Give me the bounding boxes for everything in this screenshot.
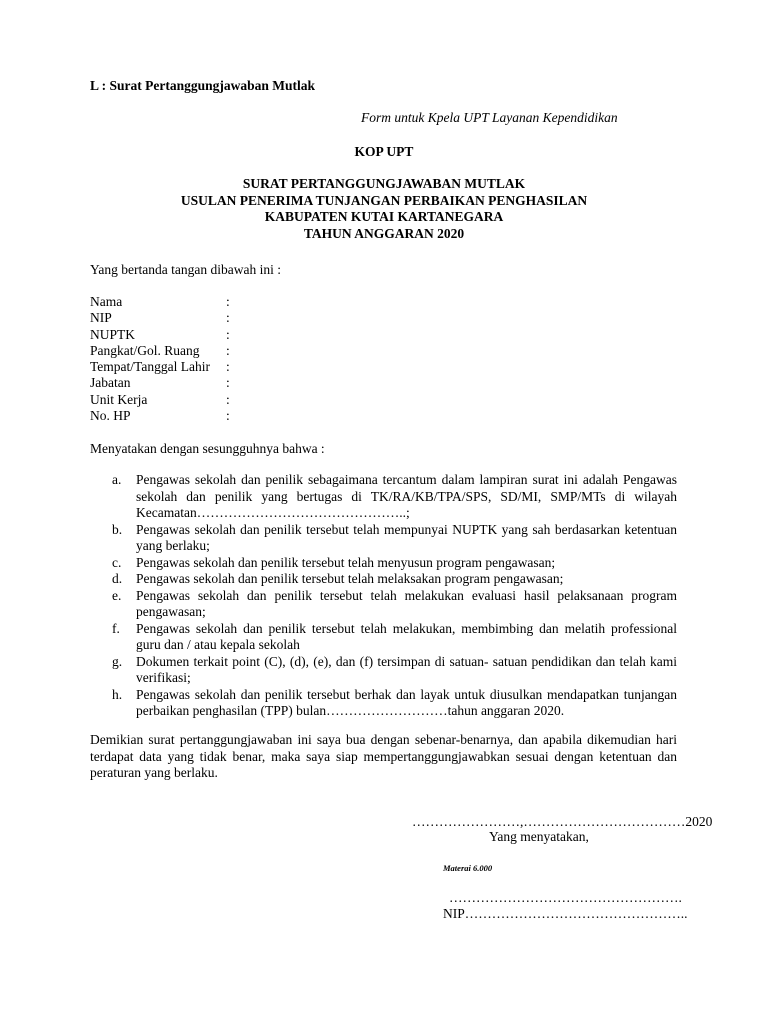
title-line-3: KABUPATEN KUTAI KARTANEGARA — [264, 209, 504, 224]
field-no-hp — [90, 408, 290, 424]
field-label: Tempat/Tanggal Lahir — [90, 359, 210, 375]
document-code: L : Surat Pertanggungjawaban Mutlak — [90, 78, 316, 93]
field-label: Jabatan — [90, 375, 131, 391]
title-line-1: SURAT PERTANGGUNGJAWABAN MUTLAK — [242, 176, 526, 191]
field-colon: : — [226, 375, 230, 391]
list-item — [90, 555, 677, 572]
field-colon: : — [226, 294, 230, 309]
item-text: Dokumen terkait point (C), (d), (e), dan (f) tersimpan di satuan- satuan pendidikan dan telah kami verifikasi; — [136, 653, 677, 685]
item-letter: e. — [112, 587, 122, 603]
document-title — [0, 176, 768, 242]
field-nip — [90, 310, 290, 326]
field-label: NUPTK — [90, 326, 136, 342]
list-item — [90, 621, 677, 654]
closing-paragraph: Demikian surat pertanggungjawaban ini saya bua dengan sebenar-benarnya, dan apabila dikemudian hari terdapat data yang tidak benar, maka saya siap mempertanggungjawabkan sesuai dengan ketentuan dan peraturan yang berlaku. — [90, 732, 677, 780]
item-letter: a. — [112, 472, 122, 487]
list-item — [90, 472, 677, 522]
field-colon: : — [226, 326, 230, 342]
field-nama — [90, 294, 290, 310]
field-colon: : — [226, 408, 230, 424]
place-date-line: ……………………,………………………………2020 — [412, 814, 713, 829]
field-jabatan — [90, 375, 290, 391]
field-label: Unit Kerja — [90, 391, 148, 407]
list-item — [90, 687, 677, 720]
stamp-placeholder: Materai 6.000 — [443, 863, 493, 873]
item-text: Pengawas sekolah dan penilik tersebut telah melaksakan program pengawasan; — [136, 571, 564, 586]
signature-line: ……………………………………………. — [449, 890, 682, 905]
item-letter: d. — [112, 571, 123, 586]
item-letter: c. — [112, 554, 122, 570]
field-label: Nama — [90, 294, 123, 309]
item-text: Pengawas sekolah dan penilik tersebut telah mempunyai NUPTK yang sah berdasarkan ketentuan yang berlaku; — [136, 521, 677, 553]
identity-fields — [90, 294, 290, 424]
field-colon: : — [226, 342, 230, 358]
item-text: Pengawas sekolah dan penilik tersebut berhak dan layak untuk diusulkan mendapatkan tunjangan perbaikan penghasilan (TPP) bulan………………………tahun anggaran 2020. — [136, 686, 677, 718]
field-label: No. HP — [90, 408, 131, 424]
list-item — [90, 654, 677, 687]
item-letter: f. — [112, 620, 120, 636]
list-item — [90, 571, 677, 588]
kop-upt-heading: KOP UPT — [354, 144, 414, 159]
field-colon: : — [226, 391, 230, 407]
statement-intro: Menyatakan dengan sesungguhnya bahwa : — [90, 441, 325, 456]
list-item — [90, 588, 677, 621]
field-label: NIP — [90, 310, 112, 326]
title-line-4: TAHUN ANGGARAN 2020 — [303, 225, 465, 241]
item-text: Pengawas sekolah dan penilik tersebut telah melakukan, membimbing dan melatih professional guru dan / atau kepala sekolah — [136, 620, 677, 652]
field-colon: : — [226, 310, 230, 326]
form-note: Form untuk Kpela UPT Layanan Kependidikan — [361, 110, 618, 125]
field-colon: : — [226, 359, 230, 375]
item-text: Pengawas sekolah dan penilik tersebut telah melakukan evaluasi hasil pelaksanaan program pengawasan; — [136, 587, 677, 619]
list-item — [90, 522, 677, 555]
field-ttl — [90, 359, 290, 375]
field-label: Pangkat/Gol. Ruang — [90, 342, 200, 358]
field-pangkat — [90, 343, 290, 359]
item-text: Pengawas sekolah dan penilik tersebut telah menyusun program pengawasan; — [136, 554, 556, 570]
intro-text: Yang bertanda tangan dibawah ini : — [90, 262, 281, 277]
signer-label: Yang menyatakan, — [489, 829, 589, 844]
nip-line: NIP………………………………………….. — [443, 906, 688, 921]
item-letter: g. — [112, 653, 123, 669]
statement-list — [90, 472, 677, 720]
item-letter: b. — [112, 521, 123, 537]
item-text: Pengawas sekolah dan penilik sebagaimana tercantum dalam lampiran surat ini adalah Pengawas sekolah dan penilik yang bertugas di TK/RA/KB/TPA/SPS, SD/MI, SMP/MTs di wilayah Kecamatan………………………………………..; — [136, 472, 677, 520]
field-unit-kerja — [90, 392, 290, 408]
field-nuptk — [90, 327, 290, 343]
title-line-2: USULAN PENERIMA TUNJANGAN PERBAIKAN PENGHASILAN — [180, 192, 588, 208]
item-letter: h. — [112, 686, 123, 702]
